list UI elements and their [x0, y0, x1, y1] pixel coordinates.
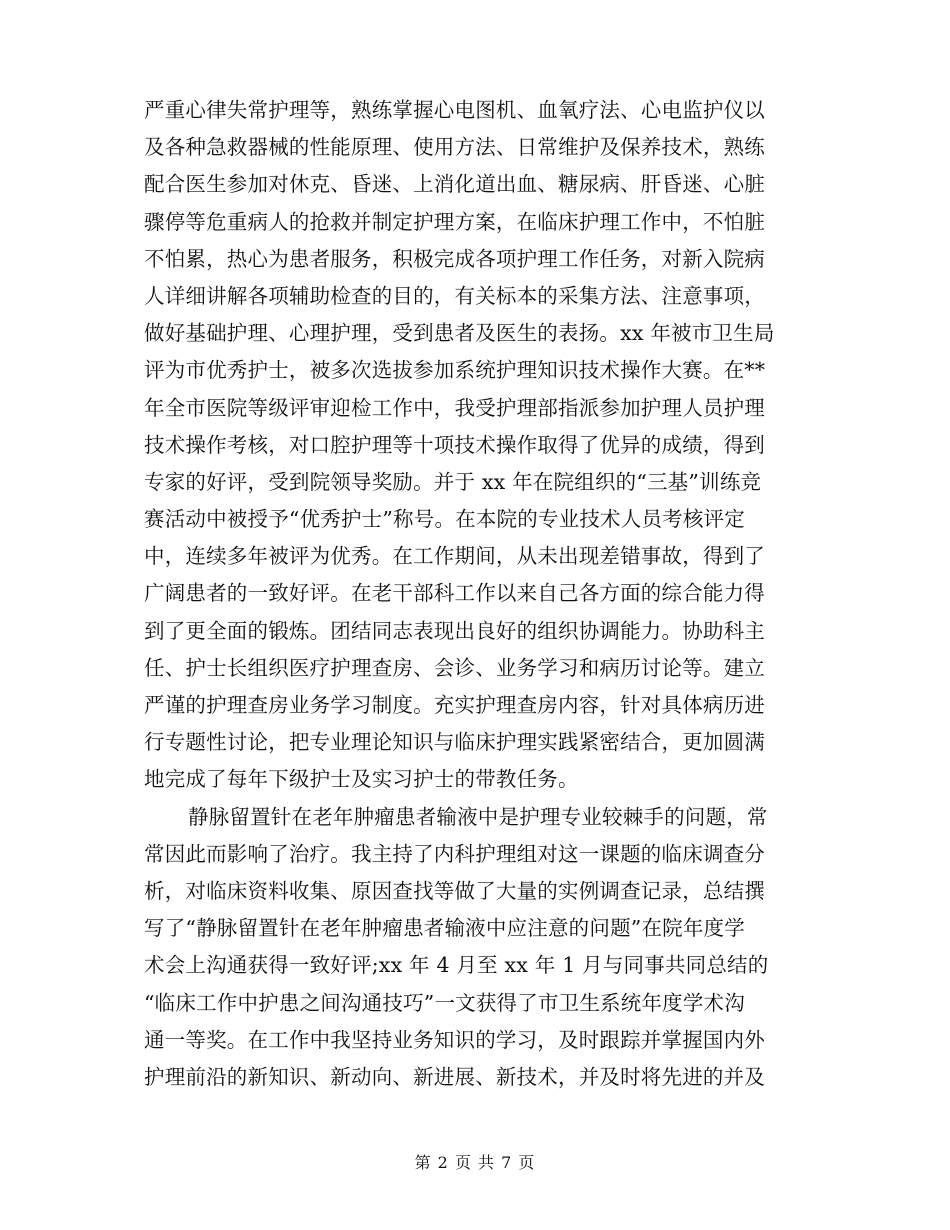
text-line: 年全市医院等级评审迎检工作中，我受护理部指派参加护理人员护理	[144, 395, 765, 420]
text-line: 护理前沿的新知识、新动向、新进展、新技术，并及时将先进的并及	[144, 1064, 765, 1089]
text-line: 术会上沟通获得一致好评;xx 年 4 月至 xx 年 1 月与同事共同总结的	[144, 953, 769, 978]
text-line: 专家的好评，受到院领导奖励。并于 xx 年在院组织的“三基”训练竞	[144, 469, 762, 494]
text-line: 骤停等危重病人的抢救并制定护理方案，在临床护理工作中，不怕脏	[144, 209, 765, 234]
text-line: 中，连续多年被评为优秀。在工作期间，从未出现差错事故，得到了	[144, 544, 765, 569]
page-number-footer: 第 2 页 共 7 页	[414, 1153, 536, 1172]
text-line: 技术操作考核，对口腔护理等十项技术操作取得了优异的成绩，得到	[144, 432, 765, 457]
document-body	[144, 92, 804, 1096]
text-line: 析，对临床资料收集、原因查找等做了大量的实例调查记录，总结撰	[144, 878, 765, 903]
text-line: 任、护士长组织医疗护理查房、会诊、业务学习和病历讨论等。建立	[144, 655, 765, 680]
text-line: 评为市优秀护士，被多次选拔参加系统护理知识技术操作大赛。在**	[144, 358, 766, 383]
paragraph-1	[144, 92, 804, 799]
text-line: 写了“静脉留置针在老年肿瘤患者输液中应注意的问题”在院年度学	[144, 916, 745, 941]
text-line: 到了更全面的锻炼。团结同志表现出良好的组织协调能力。协助科主	[144, 618, 765, 643]
text-line: 静脉留置针在老年肿瘤患者输液中是护理专业较棘手的问题，常	[188, 804, 768, 829]
text-line: 严重心律失常护理等，熟练掌握心电图机、血氧疗法、心电监护仪以	[144, 98, 765, 122]
text-line: 人详细讲解各项辅助检查的目的，有关标本的采集方法、注意事项，	[144, 283, 765, 308]
text-line: “临床工作中护患之间沟通技巧”一文获得了市卫生系统年度学术沟	[144, 990, 745, 1015]
paragraph-2	[144, 799, 804, 1097]
text-line: 地完成了每年下级护士及实习护士的带教任务。	[144, 767, 579, 792]
text-line: 不怕累，热心为患者服务，积极完成各项护理工作任务，对新入院病	[144, 246, 765, 271]
text-line: 行专题性讨论，把专业理论知识与临床护理实践紧密结合，更加圆满	[144, 730, 765, 755]
text-line: 赛活动中被授予“优秀护士”称号。在本院的专业技术人员考核评定	[144, 507, 745, 532]
text-line: 做好基础护理、心理护理，受到患者及医生的表扬。xx 年被市卫生局	[144, 321, 775, 346]
text-line: 常因此而影响了治疗。我主持了内科护理组对这一课题的临床调查分	[144, 841, 765, 866]
text-line: 及各种急救器械的性能原理、使用方法、日常维护及保养技术，熟练	[144, 135, 765, 160]
text-line: 广阔患者的一致好评。在老干部科工作以来自己各方面的综合能力得	[144, 581, 765, 606]
text-line: 配合医生参加对休克、昏迷、上消化道出血、糖尿病、肝昏迷、心脏	[144, 172, 765, 197]
text-line: 严谨的护理查房业务学习制度。充实护理查房内容，针对具体病历进	[144, 693, 765, 717]
text-line: 通一等奖。在工作中我坚持业务知识的学习，及时跟踪并掌握国内外	[144, 1027, 765, 1052]
